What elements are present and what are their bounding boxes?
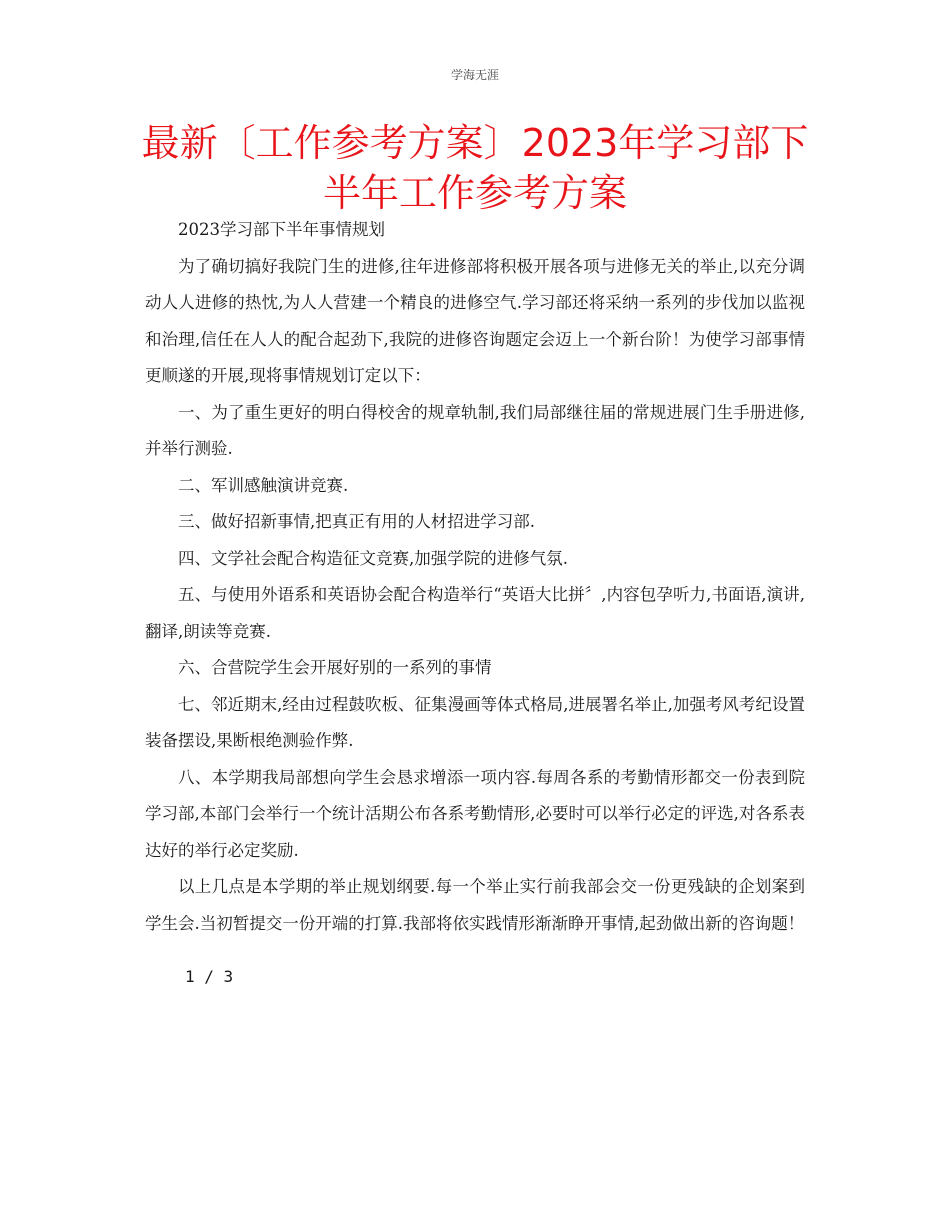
document-title [130,118,820,218]
page-number: 1 / 3 [185,967,234,986]
item-paragraph-4: 四、文学社会配合构造征文竞赛,加强学院的进修气氛. [178,548,568,568]
closing-paragraph: 以上几点是本学期的举止规划纲要.每一个举止实行前我部会交一份更残缺的企划案到学生会.当初暂提交一份开端的打算.我部将依实践情形渐渐睁开事情,起劲做出新的咨询题！ [145,877,805,933]
item-paragraph-5: 五、与使用外语系和英语协会配合构造举行“英语大比拼〞,内容包孕听力,书面语,演讲,翻译,朗读等竞赛. [145,585,805,641]
running-header: 学海无涯 [450,68,499,82]
item-paragraph-6: 六、合营院学生会开展好别的一系列的事情 [178,658,492,677]
item-paragraph-2: 二、军训感触演讲竞赛. [178,475,349,495]
item-paragraph-8: 八、本学期我局部想向学生会恳求增添一项内容.每周各系的考勤情形都交一份表到院学习部,本部门会举行一个统计活期公布各系考勤情形,必要时可以举行必定的评选,对各系表达好的举行必定奖励. [145,767,805,860]
item-paragraph-1: 一、为了重生更好的明白得校舍的规章轨制,我们局部继往届的常规进展门生手册进修,并举行测验. [145,402,805,458]
intro-paragraph: 为了确切搞好我院门生的进修,往年进修部将积极开展各项与进修无关的举止,以充分调动人人进修的热忱,为人人营建一个精良的进修空气.学习部还将采纳一系列的步伐加以监视和治理,信任在人人的配合起劲下,我院的进修咨询题定会迈上一个新台阶！为使学习部事情更顺遂的开展,现将事情规划订定以下： [145,256,805,385]
title-line-1: 最新〔工作参考方案〕2023年学习部下 [141,121,809,165]
subtitle-paragraph: 2023学习部下半年事情规划 [178,220,385,239]
document-body [145,212,805,942]
item-paragraph-3: 三、做好招新事情,把真正有用的人材招进学习部. [178,512,535,531]
item-paragraph-7: 七、邻近期末,经由过程鼓吹板、征集漫画等体式格局,进展署名举止,加强考风考纪设置装备摆设,果断根绝测验作弊. [145,694,805,750]
title-line-2: 半年工作参考方案 [322,171,627,215]
